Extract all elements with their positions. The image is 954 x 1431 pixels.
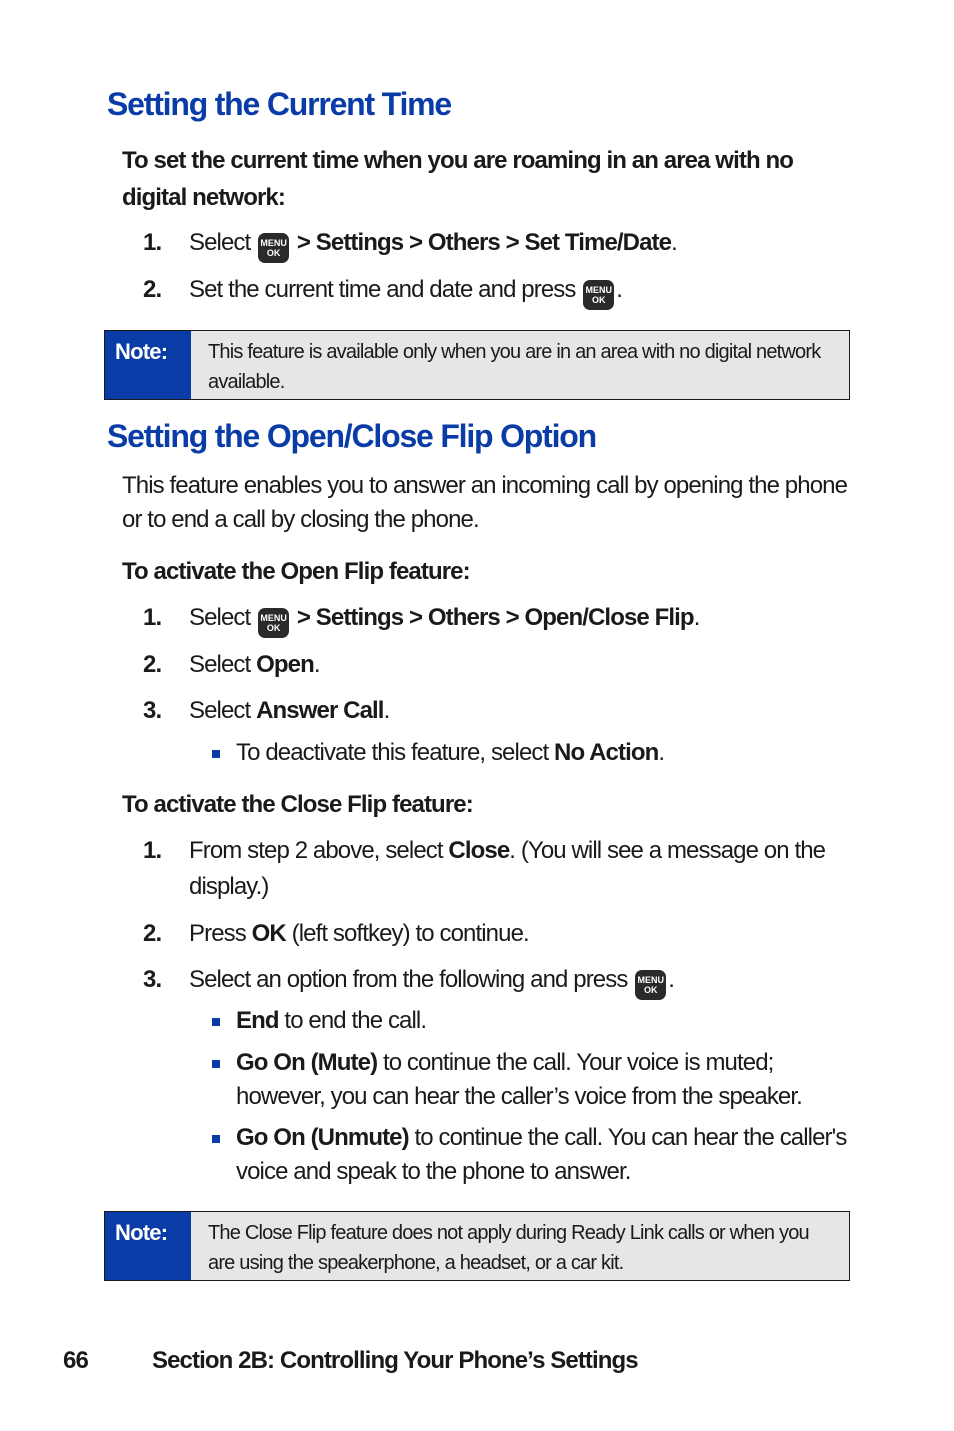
note-label: Note: (105, 331, 191, 399)
step-text: Select MENU OK > Settings > Others > Set Time/Date. (189, 225, 869, 263)
step-text: Select Answer Call. (189, 697, 390, 724)
bullet-square-icon (212, 1060, 220, 1068)
open-flip-heading: To activate the Open Flip feature: (122, 558, 470, 585)
note-box-close-flip (104, 1211, 850, 1281)
step-number: 3. (143, 697, 162, 724)
step-text: Press OK (left softkey) to continue. (189, 920, 529, 947)
step-number: 2. (143, 276, 162, 303)
note-box-current-time (104, 330, 850, 400)
note-label: Note: (105, 1212, 191, 1280)
step-text: Select an option from the following and press MENU OK . (189, 962, 869, 1000)
step-number: 2. (143, 651, 162, 678)
step-number: 1. (143, 604, 162, 631)
section-footer-title: Section 2B: Controlling Your Phone’s Settings (152, 1347, 638, 1374)
menu-ok-key-icon: MENU OK (583, 280, 614, 310)
bullet-text: Go On (Unmute) to continue the call. You can hear the caller's voice and speak to the phone to answer. (236, 1124, 847, 1185)
step-number: 1. (143, 229, 162, 256)
bullet-text: Go On (Mute) to continue the call. Your voice is muted; however, you can hear the caller’s voice from the speaker. (236, 1049, 802, 1110)
step-number: 2. (143, 920, 162, 947)
step-text: Select MENU OK > Settings > Others > Open/Close Flip. (189, 600, 869, 638)
note-text: This feature is available only when you are in an area with no digital network available. (208, 341, 821, 393)
close-flip-heading: To activate the Close Flip feature: (122, 791, 473, 818)
step-number: 3. (143, 966, 162, 993)
step-text: From step 2 above, select Close. (You will see a message on the display.) (189, 837, 826, 900)
bullet-square-icon (212, 1135, 220, 1143)
step-text: Set the current time and date and press MENU OK . (189, 272, 869, 310)
bullet-square-icon (212, 750, 220, 758)
step-text: Select Open. (189, 651, 320, 678)
menu-ok-key-icon: MENU OK (635, 970, 666, 1000)
page-number: 66 (63, 1347, 88, 1374)
menu-ok-key-icon: MENU OK (258, 233, 289, 263)
menu-ok-key-icon: MENU OK (258, 608, 289, 638)
bullet-square-icon (212, 1018, 220, 1026)
flip-option-intro: This feature enables you to answer an incoming call by opening the phone or to end a call by closing the phone. (122, 472, 848, 533)
step-number: 1. (143, 837, 162, 864)
section-title-flip-option: Setting the Open/Close Flip Option (107, 418, 596, 454)
section-title-current-time: Setting the Current Time (107, 86, 451, 122)
bullet-text: To deactivate this feature, select No Action. (236, 739, 665, 766)
bullet-text: End to end the call. (236, 1007, 427, 1034)
current-time-lead: To set the current time when you are roaming in an area with no digital network: (122, 147, 793, 211)
note-text: The Close Flip feature does not apply during Ready Link calls or when you are using the speakerphone, a headset, or a car kit. (208, 1222, 809, 1274)
